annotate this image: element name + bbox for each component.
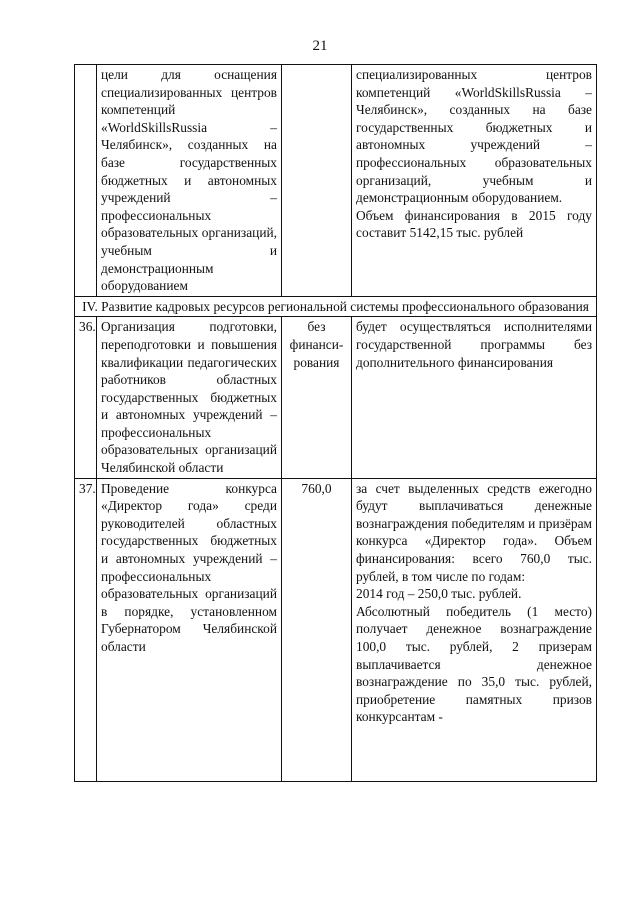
table-row-36 xyxy=(75,317,597,478)
event-text: цели для оснащения специализированных центров компетенций «WorldSkillsRussia – Челябинск», созданных на базе государственных бюджетных и автономных учреждений – профессиональных образовательных организаций, учебным и демонстрационным оборудованием xyxy=(101,67,277,294)
page-number: 21 xyxy=(312,38,328,54)
table-row-37 xyxy=(75,478,597,781)
section-heading: IV. Развитие кадровых ресурсов региональной системы профессионального образования xyxy=(75,296,597,317)
cell-event xyxy=(97,478,282,781)
result-text: за счет выделенных средств ежегодно будут выплачиваться денежные вознаграждения победителям и призёрам конкурса «Директор года». Объем финансирования: всего 760,0 тыс. рублей, в том числе по годам: xyxy=(356,480,592,584)
financing-text: 760,0 xyxy=(301,480,332,496)
event-text: Организация подготовки, переподготовки и повышения квалификации педагогических работников областных государственных бюджетных и автономных учреждений – профессиональных образовательных организаций Челябинской области xyxy=(101,319,277,476)
result-text-3: Абсолютный победитель (1 место) получает денежное вознаграждение 100,0 тыс. рублей, 2 призерам выплачивается денежное вознаграждение по 35,0 тыс. рублей, приобретение памятных призов конкурсантам - xyxy=(356,603,592,725)
event-text: Проведение конкурса «Директор года» среди руководителей областных государственных бюджетных и автономных учреждений – профессиональных образовательных организаций в порядке, установленном Губернатором Челябинской области xyxy=(101,480,277,654)
cell-financing xyxy=(282,478,352,781)
cell-num-empty xyxy=(75,65,97,297)
result-text: будет осуществляться исполнителями государственной программы без дополнительного финансирования xyxy=(356,319,592,370)
result-text-2: 2014 год – 250,0 тыс. рублей. xyxy=(356,586,522,602)
row-number: 37. xyxy=(75,478,97,781)
cell-result xyxy=(352,65,597,297)
cell-financing-empty xyxy=(282,65,352,297)
cell-event xyxy=(97,65,282,297)
measures-table xyxy=(74,64,597,782)
row-number: 36. xyxy=(75,317,97,478)
result-text-2: Объем финансирования в 2015 году составит 5142,15 тыс. рублей xyxy=(356,207,592,241)
cell-result xyxy=(352,478,597,781)
table-row-continued xyxy=(75,65,597,297)
financing-text: без финанси-рования xyxy=(289,319,344,370)
cell-result xyxy=(352,317,597,478)
section-row xyxy=(75,296,597,317)
cell-financing xyxy=(282,317,352,478)
result-text: специализированных центров компетенций «WorldSkillsRussia – Челябинск», созданных на базе государственных бюджетных и автономных учреждений – профессиональных образовательных организаций, учебным и демонстрационным оборудованием. xyxy=(356,67,592,206)
cell-event xyxy=(97,317,282,478)
